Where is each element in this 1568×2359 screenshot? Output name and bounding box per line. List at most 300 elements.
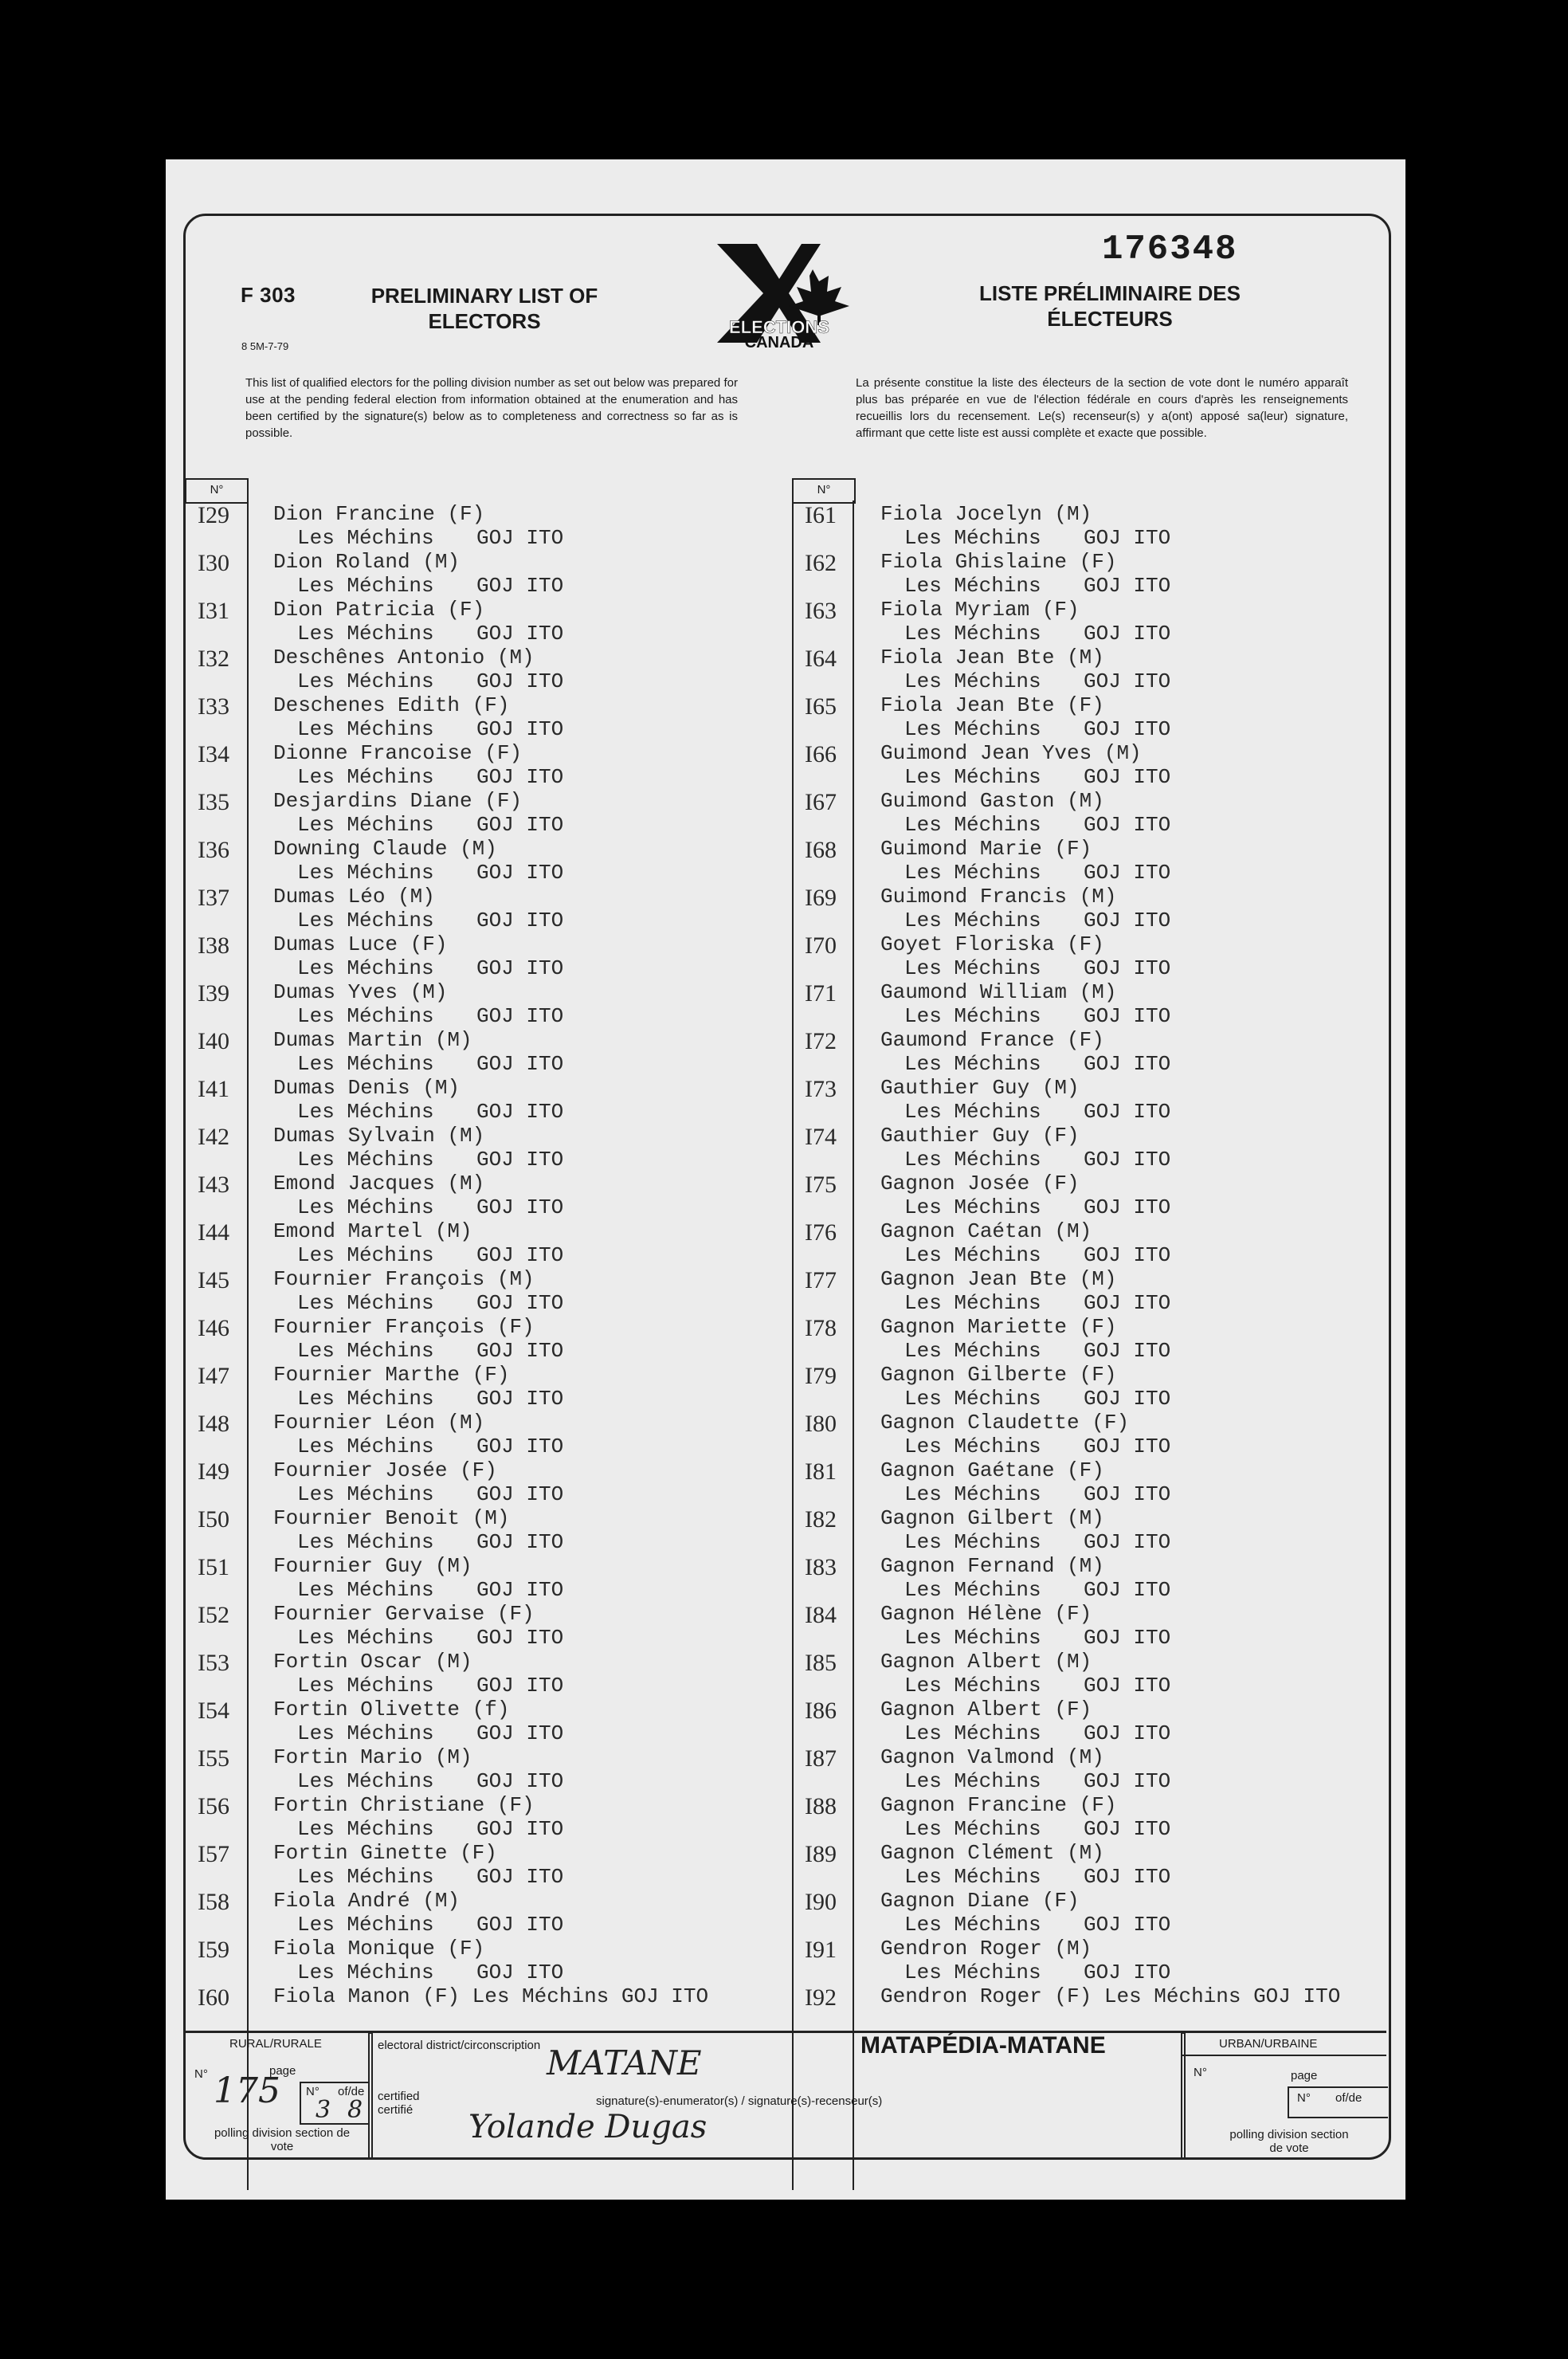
elector-entry	[805, 1984, 1378, 2032]
entry-number: I88	[805, 1793, 837, 1819]
elections-canada-logo	[701, 237, 857, 349]
entry-number: I52	[198, 1602, 229, 1628]
elector-name: Dion Patricia (F)	[273, 598, 485, 622]
entry-number: I46	[198, 1315, 229, 1341]
elector-address: Les Méchins	[904, 861, 1041, 885]
postal-code: GOJ ITO	[1084, 1961, 1171, 1984]
urban-page-of-label: of/de	[1335, 2091, 1362, 2105]
elector-address: Les Méchins	[297, 1721, 434, 1745]
elector-entry	[805, 1698, 1378, 1745]
postal-code: GOJ ITO	[476, 1721, 564, 1745]
entry-number: I84	[805, 1602, 837, 1628]
elector-entry	[805, 1267, 1378, 1315]
elector-entry	[198, 932, 787, 980]
postal-code: GOJ ITO	[1084, 1482, 1171, 1506]
footer-rule	[185, 2031, 1386, 2033]
elector-address: Les Méchins	[297, 1961, 434, 1984]
elector-entry	[198, 1315, 787, 1363]
postal-code: GOJ ITO	[1084, 813, 1171, 837]
elector-name: Fournier François (F)	[273, 1315, 535, 1339]
elector-name: Fournier François (M)	[273, 1267, 535, 1291]
elector-address: Les Méchins	[297, 813, 434, 837]
title-french: LISTE PRÉLIMINAIRE DES ÉLECTEURS	[979, 281, 1241, 331]
elector-address: Les Méchins	[904, 1004, 1041, 1028]
district-label: electoral district/circonscription	[378, 2039, 541, 2052]
entry-number: I90	[805, 1889, 837, 1915]
postal-code: GOJ ITO	[1084, 574, 1171, 598]
postal-code: GOJ ITO	[1084, 1052, 1171, 1076]
urban-no-label: N°	[1194, 2066, 1207, 2079]
postal-code: GOJ ITO	[1084, 1865, 1171, 1889]
elector-address: Les Méchins	[904, 1148, 1041, 1172]
elector-entry	[198, 502, 787, 550]
elector-name: Dumas Denis (M)	[273, 1076, 461, 1100]
entry-number: I82	[805, 1506, 837, 1533]
elector-name: Fournier Gervaise (F)	[273, 1602, 535, 1626]
elector-address: Les Méchins	[297, 1578, 434, 1602]
entry-number: I66	[805, 741, 837, 767]
elector-name: Gagnon Caétan (M)	[880, 1219, 1092, 1243]
elector-entry	[805, 932, 1378, 980]
rural-no-label: N°	[194, 2067, 208, 2081]
elector-entry	[198, 646, 787, 693]
serial-number: 176348	[1102, 230, 1238, 269]
elector-address: Les Méchins	[297, 622, 434, 646]
intro-english: This list of qualified electors for the polling division number as set out below was prepared for use at the pending federal election from information obtained at the enumeration and has been certified by the signature(s) below as to completeness and correctness so far as is possible.	[245, 376, 738, 440]
postal-code: GOJ ITO	[1084, 1769, 1171, 1793]
elector-name: Fortin Christiane (F)	[273, 1793, 535, 1817]
elector-name: Goyet Floriska (F)	[880, 932, 1104, 956]
elector-entry	[805, 1076, 1378, 1124]
entry-number: I57	[198, 1841, 229, 1867]
elector-address: Les Méchins	[297, 1913, 434, 1937]
page-number: 3	[316, 2096, 331, 2124]
entry-number: I73	[805, 1076, 837, 1102]
elector-entry	[198, 1602, 787, 1650]
elector-entry	[805, 1793, 1378, 1841]
entry-number: I31	[198, 598, 229, 624]
elector-name: Gaumond William (M)	[880, 980, 1117, 1004]
elector-name: Dumas Léo (M)	[273, 885, 435, 909]
elector-name: Guimond Francis (M)	[880, 885, 1117, 909]
postal-code: GOJ ITO	[476, 813, 564, 837]
elector-name: Gagnon Diane (F)	[880, 1889, 1080, 1913]
postal-code: GOJ ITO	[1084, 1004, 1171, 1028]
elector-address: Les Méchins	[297, 1100, 434, 1124]
entry-number: I55	[198, 1745, 229, 1772]
elector-name: Fournier Léon (M)	[273, 1411, 485, 1435]
postal-code: GOJ ITO	[1084, 1626, 1171, 1650]
postal-code: GOJ ITO	[1084, 909, 1171, 932]
elector-address: Les Méchins	[297, 909, 434, 932]
postal-code: GOJ ITO	[1084, 765, 1171, 789]
elector-entry	[198, 1745, 787, 1793]
elector-entry	[198, 1363, 787, 1411]
elector-address: Les Méchins	[904, 813, 1041, 837]
postal-code: GOJ ITO	[476, 1530, 564, 1554]
entry-number: I86	[805, 1698, 837, 1724]
elector-name: Dumas Sylvain (M)	[273, 1124, 485, 1148]
elector-entry	[805, 789, 1378, 837]
postal-code: GOJ ITO	[476, 1769, 564, 1793]
page-total: 8	[347, 2096, 363, 2124]
elector-address: Les Méchins	[297, 1243, 434, 1267]
elector-entry	[805, 598, 1378, 646]
elector-entry	[805, 693, 1378, 741]
entry-number: I59	[198, 1937, 229, 1963]
postal-code: GOJ ITO	[1084, 1387, 1171, 1411]
postal-code: GOJ ITO	[476, 1052, 564, 1076]
entry-number: I77	[805, 1267, 837, 1293]
elector-entry	[198, 980, 787, 1028]
elector-address: Les Méchins	[297, 1865, 434, 1889]
elector-entry	[198, 885, 787, 932]
elector-address: Les Méchins	[297, 669, 434, 693]
elector-entry	[198, 741, 787, 789]
elector-entry	[805, 741, 1378, 789]
elector-name: Gagnon Valmond (M)	[880, 1745, 1104, 1769]
elector-address: Les Méchins	[904, 1195, 1041, 1219]
elector-entry	[198, 1172, 787, 1219]
entry-number: I43	[198, 1172, 229, 1198]
elector-address: Les Méchins	[904, 574, 1041, 598]
elector-name: Downing Claude (M)	[273, 837, 497, 861]
elector-name: Gagnon Albert (M)	[880, 1650, 1092, 1674]
elector-address: Les Méchins	[904, 1913, 1041, 1937]
postal-code: GOJ ITO	[476, 1148, 564, 1172]
elector-name: Emond Martel (M)	[273, 1219, 472, 1243]
elector-name: Gagnon Clément (M)	[880, 1841, 1104, 1865]
right-no-header: N°	[792, 478, 856, 504]
entry-number: I67	[805, 789, 837, 815]
urban-page-no-label: N°	[1297, 2091, 1311, 2105]
postal-code: GOJ ITO	[1084, 669, 1171, 693]
entry-number: I71	[805, 980, 837, 1007]
postal-code: GOJ ITO	[476, 1482, 564, 1506]
entry-number: I89	[805, 1841, 837, 1867]
elector-name: Deschenes Edith (F)	[273, 693, 510, 717]
postal-code: GOJ ITO	[476, 1961, 564, 1984]
elector-address: Les Méchins	[297, 717, 434, 741]
elector-entry	[198, 1124, 787, 1172]
postal-code: GOJ ITO	[1084, 1674, 1171, 1698]
elector-name: Emond Jacques (M)	[273, 1172, 485, 1195]
rural-page-label: page	[269, 2064, 296, 2078]
postal-code: GOJ ITO	[476, 1100, 564, 1124]
polling-number: 175	[214, 2071, 280, 2111]
postal-code: GOJ ITO	[476, 1195, 564, 1219]
elector-address: Les Méchins	[904, 1769, 1041, 1793]
entry-number: I60	[198, 1984, 229, 2011]
entry-number: I35	[198, 789, 229, 815]
elector-name: Gagnon Gilberte (F)	[880, 1363, 1117, 1387]
elector-entry	[805, 980, 1378, 1028]
elector-address: Les Méchins	[904, 1626, 1041, 1650]
entry-number: I56	[198, 1793, 229, 1819]
entry-number: I69	[805, 885, 837, 911]
district-name: MATAPÉDIA-MATANE	[860, 2032, 1106, 2059]
elector-name: Guimond Marie (F)	[880, 837, 1092, 861]
urban-rule	[1182, 2055, 1386, 2056]
elector-name: Gauthier Guy (F)	[880, 1124, 1080, 1148]
elector-name: Gagnon Albert (F)	[880, 1698, 1092, 1721]
elector-entry	[198, 1076, 787, 1124]
entry-number: I40	[198, 1028, 229, 1054]
elector-address: Les Méchins	[904, 622, 1041, 646]
elector-entry	[805, 1650, 1378, 1698]
entry-number: I53	[198, 1650, 229, 1676]
postal-code: GOJ ITO	[476, 526, 564, 550]
center-divider	[792, 500, 794, 2190]
elector-name: Gagnon Gaétane (F)	[880, 1458, 1104, 1482]
elector-address: Les Méchins	[904, 1482, 1041, 1506]
elector-address: Les Méchins	[297, 574, 434, 598]
elector-address: Les Méchins	[904, 1674, 1041, 1698]
postal-code: GOJ ITO	[476, 909, 564, 932]
elector-entry	[805, 646, 1378, 693]
elector-address: Les Méchins	[904, 765, 1041, 789]
postal-code: GOJ ITO	[1084, 1339, 1171, 1363]
page-no-label: N°	[306, 2085, 319, 2098]
elector-address: Les Méchins	[904, 1721, 1041, 1745]
form-number: F 303	[241, 283, 296, 307]
postal-code: GOJ ITO	[1084, 1100, 1171, 1124]
elector-address: Les Méchins	[297, 1387, 434, 1411]
title-english: PRELIMINARY LIST OF ELECTORS	[370, 284, 598, 333]
elector-entry	[805, 837, 1378, 885]
elector-name: Fournier Marthe (F)	[273, 1363, 510, 1387]
elector-entry	[198, 1793, 787, 1841]
elector-address: Les Méchins	[297, 1674, 434, 1698]
elector-entry	[198, 837, 787, 885]
postal-code: GOJ ITO	[476, 1004, 564, 1028]
elector-entry	[198, 1506, 787, 1554]
elector-name: Fortin Oscar (M)	[273, 1650, 472, 1674]
entry-number: I81	[805, 1458, 837, 1485]
postal-code: GOJ ITO	[1084, 861, 1171, 885]
elector-entry	[805, 1937, 1378, 1984]
elector-address: Les Méchins	[297, 1148, 434, 1172]
elector-address: Les Méchins	[297, 526, 434, 550]
elector-address: Les Méchins	[904, 1961, 1041, 1984]
elector-name: Gagnon Josée (F)	[880, 1172, 1080, 1195]
elector-entry	[198, 1554, 787, 1602]
elector-address: Les Méchins	[297, 1004, 434, 1028]
elector-name: Fiola Jean Bte (M)	[880, 646, 1104, 669]
elector-address: Les Méchins	[297, 861, 434, 885]
elector-name: Gauthier Guy (M)	[880, 1076, 1080, 1100]
postal-code: GOJ ITO	[1084, 1817, 1171, 1841]
postal-code: GOJ ITO	[476, 1387, 564, 1411]
entry-number: I34	[198, 741, 229, 767]
elector-entry	[805, 1458, 1378, 1506]
elector-name: Fiola André (M)	[273, 1889, 461, 1913]
elector-name: Guimond Jean Yves (M)	[880, 741, 1142, 765]
elector-name: Dion Roland (M)	[273, 550, 461, 574]
left-elector-list	[198, 502, 787, 2032]
entry-number: I45	[198, 1267, 229, 1293]
elector-address: Les Méchins	[904, 1291, 1041, 1315]
entry-number: I62	[805, 550, 837, 576]
postal-code: GOJ ITO	[476, 669, 564, 693]
elector-address: Les Méchins	[904, 526, 1041, 550]
elector-name: Dion Francine (F)	[273, 502, 485, 526]
logo-text-2: CANADA	[744, 334, 814, 349]
document-page	[166, 159, 1405, 2200]
elector-entry	[198, 1841, 787, 1889]
elector-name: Guimond Gaston (M)	[880, 789, 1104, 813]
signature-label: signature(s)-enumerator(s) / signature(s)-recenseur(s)	[596, 2094, 883, 2108]
entry-number: I48	[198, 1411, 229, 1437]
elector-address: Les Méchins	[297, 1626, 434, 1650]
elector-name: Fournier Benoit (M)	[273, 1506, 510, 1530]
elector-address: Les Méchins	[904, 1052, 1041, 1076]
elector-address: Les Méchins	[297, 765, 434, 789]
urban-label: URBAN/URBAINE	[1219, 2037, 1318, 2051]
postal-code: GOJ ITO	[476, 717, 564, 741]
elector-entry	[198, 1650, 787, 1698]
postal-code: GOJ ITO	[476, 1865, 564, 1889]
certified-label: certified certifié	[378, 2090, 420, 2117]
elector-name: Gagnon Mariette (F)	[880, 1315, 1117, 1339]
entry-number: I49	[198, 1458, 229, 1485]
entry-number: I78	[805, 1315, 837, 1341]
elector-entry	[805, 885, 1378, 932]
elector-entry	[805, 1315, 1378, 1363]
entry-number: I50	[198, 1506, 229, 1533]
elector-address: Les Méchins	[904, 1817, 1041, 1841]
postal-code: GOJ ITO	[1084, 717, 1171, 741]
entry-number: I37	[198, 885, 229, 911]
entry-number: I39	[198, 980, 229, 1007]
elector-entry	[805, 550, 1378, 598]
elector-name: Gendron Roger (F) Les Méchins GOJ ITO	[880, 1984, 1341, 2008]
urban-page-label: page	[1291, 2069, 1318, 2082]
elector-address: Les Méchins	[904, 1865, 1041, 1889]
elector-name: Dionne Francoise (F)	[273, 741, 523, 765]
entry-number: I85	[805, 1650, 837, 1676]
elector-address: Les Méchins	[297, 1530, 434, 1554]
elector-name: Gagnon Fernand (M)	[880, 1554, 1104, 1578]
elector-address: Les Méchins	[297, 1291, 434, 1315]
elector-name: Fiola Jocelyn (M)	[880, 502, 1092, 526]
elector-entry	[805, 1219, 1378, 1267]
entry-number: I70	[805, 932, 837, 959]
postal-code: GOJ ITO	[476, 574, 564, 598]
entry-number: I92	[805, 1984, 837, 2011]
entry-number: I64	[805, 646, 837, 672]
entry-number: I61	[805, 502, 837, 528]
elector-name: Fournier Josée (F)	[273, 1458, 497, 1482]
elector-entry	[198, 1219, 787, 1267]
elector-name: Fortin Olivette (f)	[273, 1698, 510, 1721]
postal-code: GOJ ITO	[476, 956, 564, 980]
postal-code: GOJ ITO	[1084, 1195, 1171, 1219]
entry-number: I54	[198, 1698, 229, 1724]
elector-entry	[198, 1698, 787, 1745]
postal-code: GOJ ITO	[1084, 956, 1171, 980]
postal-code: GOJ ITO	[476, 1913, 564, 1937]
elector-entry	[805, 1506, 1378, 1554]
entry-number: I29	[198, 502, 229, 528]
elector-entry	[805, 1841, 1378, 1889]
elector-entry	[198, 1937, 787, 1984]
postal-code: GOJ ITO	[1084, 1913, 1171, 1937]
elector-entry	[198, 1889, 787, 1937]
postal-code: GOJ ITO	[1084, 1721, 1171, 1745]
postal-code: GOJ ITO	[476, 1578, 564, 1602]
elector-name: Gagnon Gilbert (M)	[880, 1506, 1104, 1530]
elector-address: Les Méchins	[297, 1769, 434, 1793]
elector-name: Fiola Monique (F)	[273, 1937, 485, 1961]
postal-code: GOJ ITO	[476, 1817, 564, 1841]
elector-name: Fiola Myriam (F)	[880, 598, 1080, 622]
rural-polling-division-label: polling division section de vote	[214, 2126, 351, 2153]
elector-address: Les Méchins	[297, 1339, 434, 1363]
postal-code: GOJ ITO	[1084, 1243, 1171, 1267]
entry-number: I83	[805, 1554, 837, 1580]
elector-name: Fiola Ghislaine (F)	[880, 550, 1117, 574]
enumerator-signature: Yolande Dugas	[468, 2109, 708, 2145]
elector-address: Les Méchins	[904, 1243, 1041, 1267]
elector-name: Gaumond France (F)	[880, 1028, 1104, 1052]
rural-label: RURAL/RURALE	[229, 2037, 322, 2051]
elector-entry	[805, 502, 1378, 550]
elector-entry	[805, 1028, 1378, 1076]
district-handwritten: MATANE	[547, 2043, 702, 2082]
elector-name: Fortin Mario (M)	[273, 1745, 472, 1769]
postal-code: GOJ ITO	[476, 622, 564, 646]
elector-entry	[198, 1028, 787, 1076]
elector-address: Les Méchins	[904, 1435, 1041, 1458]
elector-entry	[198, 1984, 787, 2032]
elector-entry	[198, 1458, 787, 1506]
elector-name: Dumas Martin (M)	[273, 1028, 472, 1052]
entry-number: I36	[198, 837, 229, 863]
entry-number: I65	[805, 693, 837, 720]
entry-number: I38	[198, 932, 229, 959]
logo-text-1: ELECTIONS	[729, 317, 829, 337]
urban-polling-division-label: polling division section de vote	[1229, 2128, 1349, 2155]
postal-code: GOJ ITO	[1084, 1435, 1171, 1458]
elector-name: Deschênes Antonio (M)	[273, 646, 535, 669]
postal-code: GOJ ITO	[476, 1243, 564, 1267]
elector-address: Les Méchins	[297, 1482, 434, 1506]
elector-address: Les Méchins	[297, 1052, 434, 1076]
entry-number: I80	[805, 1411, 837, 1437]
elector-entry	[805, 1411, 1378, 1458]
elector-entry	[805, 1172, 1378, 1219]
elector-address: Les Méchins	[904, 1100, 1041, 1124]
elector-address: Les Méchins	[904, 1387, 1041, 1411]
entry-number: I91	[805, 1937, 837, 1963]
elector-name: Dumas Luce (F)	[273, 932, 448, 956]
elector-address: Les Méchins	[904, 1339, 1041, 1363]
elector-entry	[805, 1124, 1378, 1172]
entry-number: I33	[198, 693, 229, 720]
urban-divider	[1181, 2032, 1186, 2160]
elector-address: Les Méchins	[904, 1578, 1041, 1602]
entry-number: I32	[198, 646, 229, 672]
postal-code: GOJ ITO	[1084, 526, 1171, 550]
postal-code: GOJ ITO	[476, 1674, 564, 1698]
right-elector-list	[805, 502, 1378, 2032]
elector-entry	[198, 693, 787, 741]
postal-code: GOJ ITO	[476, 1435, 564, 1458]
elector-address: Les Méchins	[904, 1530, 1041, 1554]
entry-number: I58	[198, 1889, 229, 1915]
elector-name: Fiola Manon (F) Les Méchins GOJ ITO	[273, 1984, 709, 2008]
